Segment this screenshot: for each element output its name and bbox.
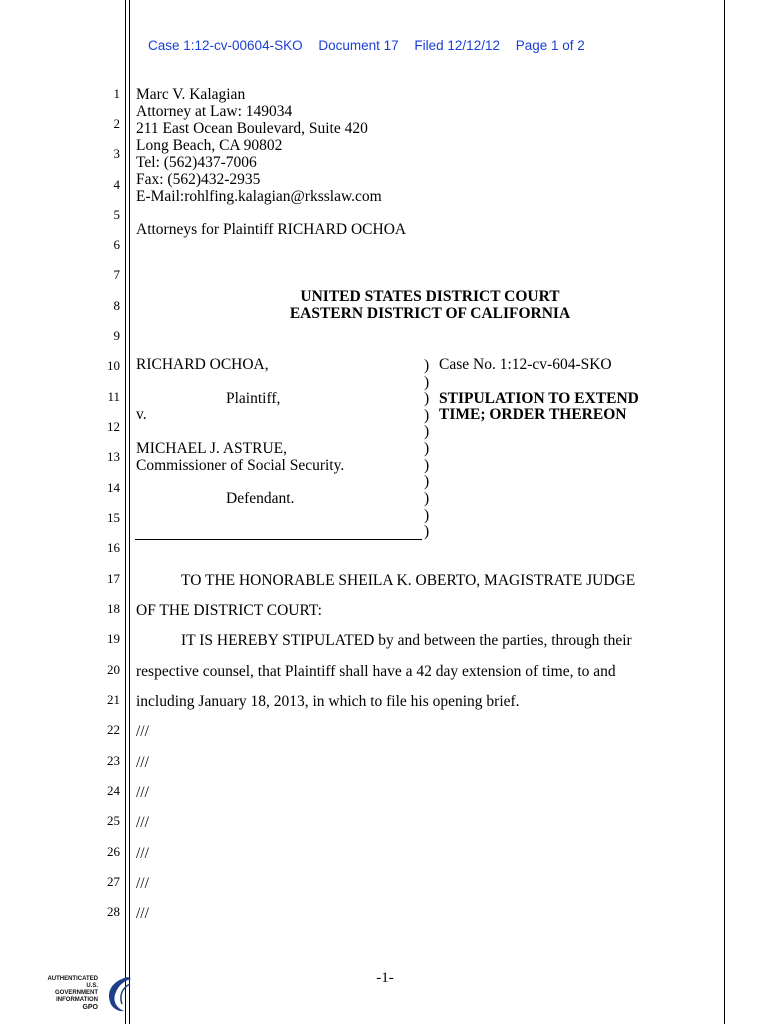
page-number: -1- [376, 970, 394, 986]
logo-line-2: U.S. GOVERNMENT [54, 983, 98, 996]
paren: ) [424, 390, 430, 407]
versus: v. [136, 406, 147, 423]
body-line-19: IT IS HEREBY STIPULATED by and between the parties, through their [181, 632, 632, 649]
header-case: Case 1:12-cv-00604-SKO [148, 38, 303, 53]
defendant-label: Defendant. [226, 490, 295, 507]
caption-underline [135, 539, 422, 540]
attorney-represents: Attorneys for Plaintiff RICHARD OCHOA [136, 221, 407, 238]
line-number: 1 [113, 86, 120, 101]
court-name: UNITED STATES DISTRICT COURT [300, 288, 560, 305]
slashes: /// [136, 754, 149, 771]
line-number: 7 [113, 267, 120, 282]
attorney-fax: Fax: (562)432-2935 [136, 171, 261, 188]
left-margin-rule-1 [125, 0, 126, 1024]
document-title-2: TIME; ORDER THEREON [439, 406, 627, 423]
line-number: 4 [113, 177, 120, 192]
paren: ) [424, 374, 430, 391]
line-number: 14 [107, 480, 120, 495]
line-number: 6 [113, 237, 120, 252]
attorney-address-2: Long Beach, CA 90802 [136, 137, 283, 154]
line-number: 13 [107, 449, 120, 464]
line-number: 22 [107, 722, 120, 737]
line-number: 20 [107, 662, 120, 677]
gpo-authenticated-logo [44, 974, 134, 1014]
slashes: /// [136, 905, 149, 922]
line-number: 2 [113, 116, 120, 131]
body-line-20: respective counsel, that Plaintiff shall have a 42 day extension of time, to and [136, 663, 616, 680]
paren: ) [424, 490, 430, 507]
header-filed: Filed 12/12/12 [414, 38, 500, 53]
slashes: /// [136, 784, 149, 801]
paren: ) [424, 457, 430, 474]
attorney-name: Marc V. Kalagian [136, 86, 246, 103]
line-number: 5 [113, 207, 120, 222]
slashes: /// [136, 875, 149, 892]
header-document: Document 17 [318, 38, 399, 53]
line-number: 8 [113, 298, 120, 313]
line-number: 19 [107, 631, 120, 646]
attorney-email: E-Mail:rohlfing.kalagian@rksslaw.com [136, 188, 382, 205]
attorney-tel: Tel: (562)437-7006 [136, 154, 257, 171]
line-number: 23 [107, 753, 120, 768]
gpo-logo-text [44, 976, 98, 1011]
right-margin-rule [724, 0, 725, 1024]
paren: ) [424, 473, 430, 490]
defendant-title: Commissioner of Social Security. [136, 457, 345, 474]
eagle-swoosh-icon [100, 974, 134, 1014]
line-number: 17 [107, 571, 120, 586]
paren: ) [424, 423, 430, 440]
plaintiff-label: Plaintiff, [226, 390, 281, 407]
line-number: 24 [107, 783, 120, 798]
line-number: 21 [107, 692, 120, 707]
line-number: 18 [107, 601, 120, 616]
plaintiff-name: RICHARD OCHOA, [136, 356, 269, 373]
logo-line-3: INFORMATION [56, 997, 98, 1003]
paren: ) [424, 507, 430, 524]
line-number: 10 [107, 358, 120, 373]
line-number: 27 [107, 874, 120, 889]
line-number: 3 [113, 146, 120, 161]
line-number: 26 [107, 844, 120, 859]
defendant-name: MICHAEL J. ASTRUE, [136, 440, 287, 457]
line-number: 12 [107, 419, 120, 434]
body-line-18: OF THE DISTRICT COURT: [136, 602, 322, 619]
body-line-17: TO THE HONORABLE SHEILA K. OBERTO, MAGISTRATE JUDGE [181, 572, 636, 589]
line-number: 9 [113, 328, 120, 343]
slashes: /// [136, 814, 149, 831]
court-district: EASTERN DISTRICT OF CALIFORNIA [289, 305, 571, 322]
line-number: 25 [107, 813, 120, 828]
header-page: Page 1 of 2 [515, 38, 585, 53]
slashes: /// [136, 723, 149, 740]
logo-line-1: AUTHENTICATED [47, 976, 98, 982]
attorney-address-1: 211 East Ocean Boulevard, Suite 420 [136, 120, 368, 137]
paren: ) [424, 407, 430, 424]
line-number: 15 [107, 510, 120, 525]
slashes: /// [136, 845, 149, 862]
attorney-bar: Attorney at Law: 149034 [136, 103, 293, 120]
case-number: Case No. 1:12-cv-604-SKO [439, 356, 612, 373]
document-title-1: STIPULATION TO EXTEND [439, 390, 639, 407]
paren: ) [424, 357, 430, 374]
body-line-21: including January 18, 2013, in which to file his opening brief. [136, 693, 520, 710]
paren: ) [424, 523, 430, 540]
line-number: 28 [107, 904, 120, 919]
ecf-header [148, 38, 597, 53]
line-number: 16 [107, 540, 120, 555]
left-margin-rule-2 [129, 0, 130, 1024]
logo-line-4: GPO [82, 1004, 98, 1011]
line-number: 11 [107, 389, 120, 404]
paren: ) [424, 440, 430, 457]
